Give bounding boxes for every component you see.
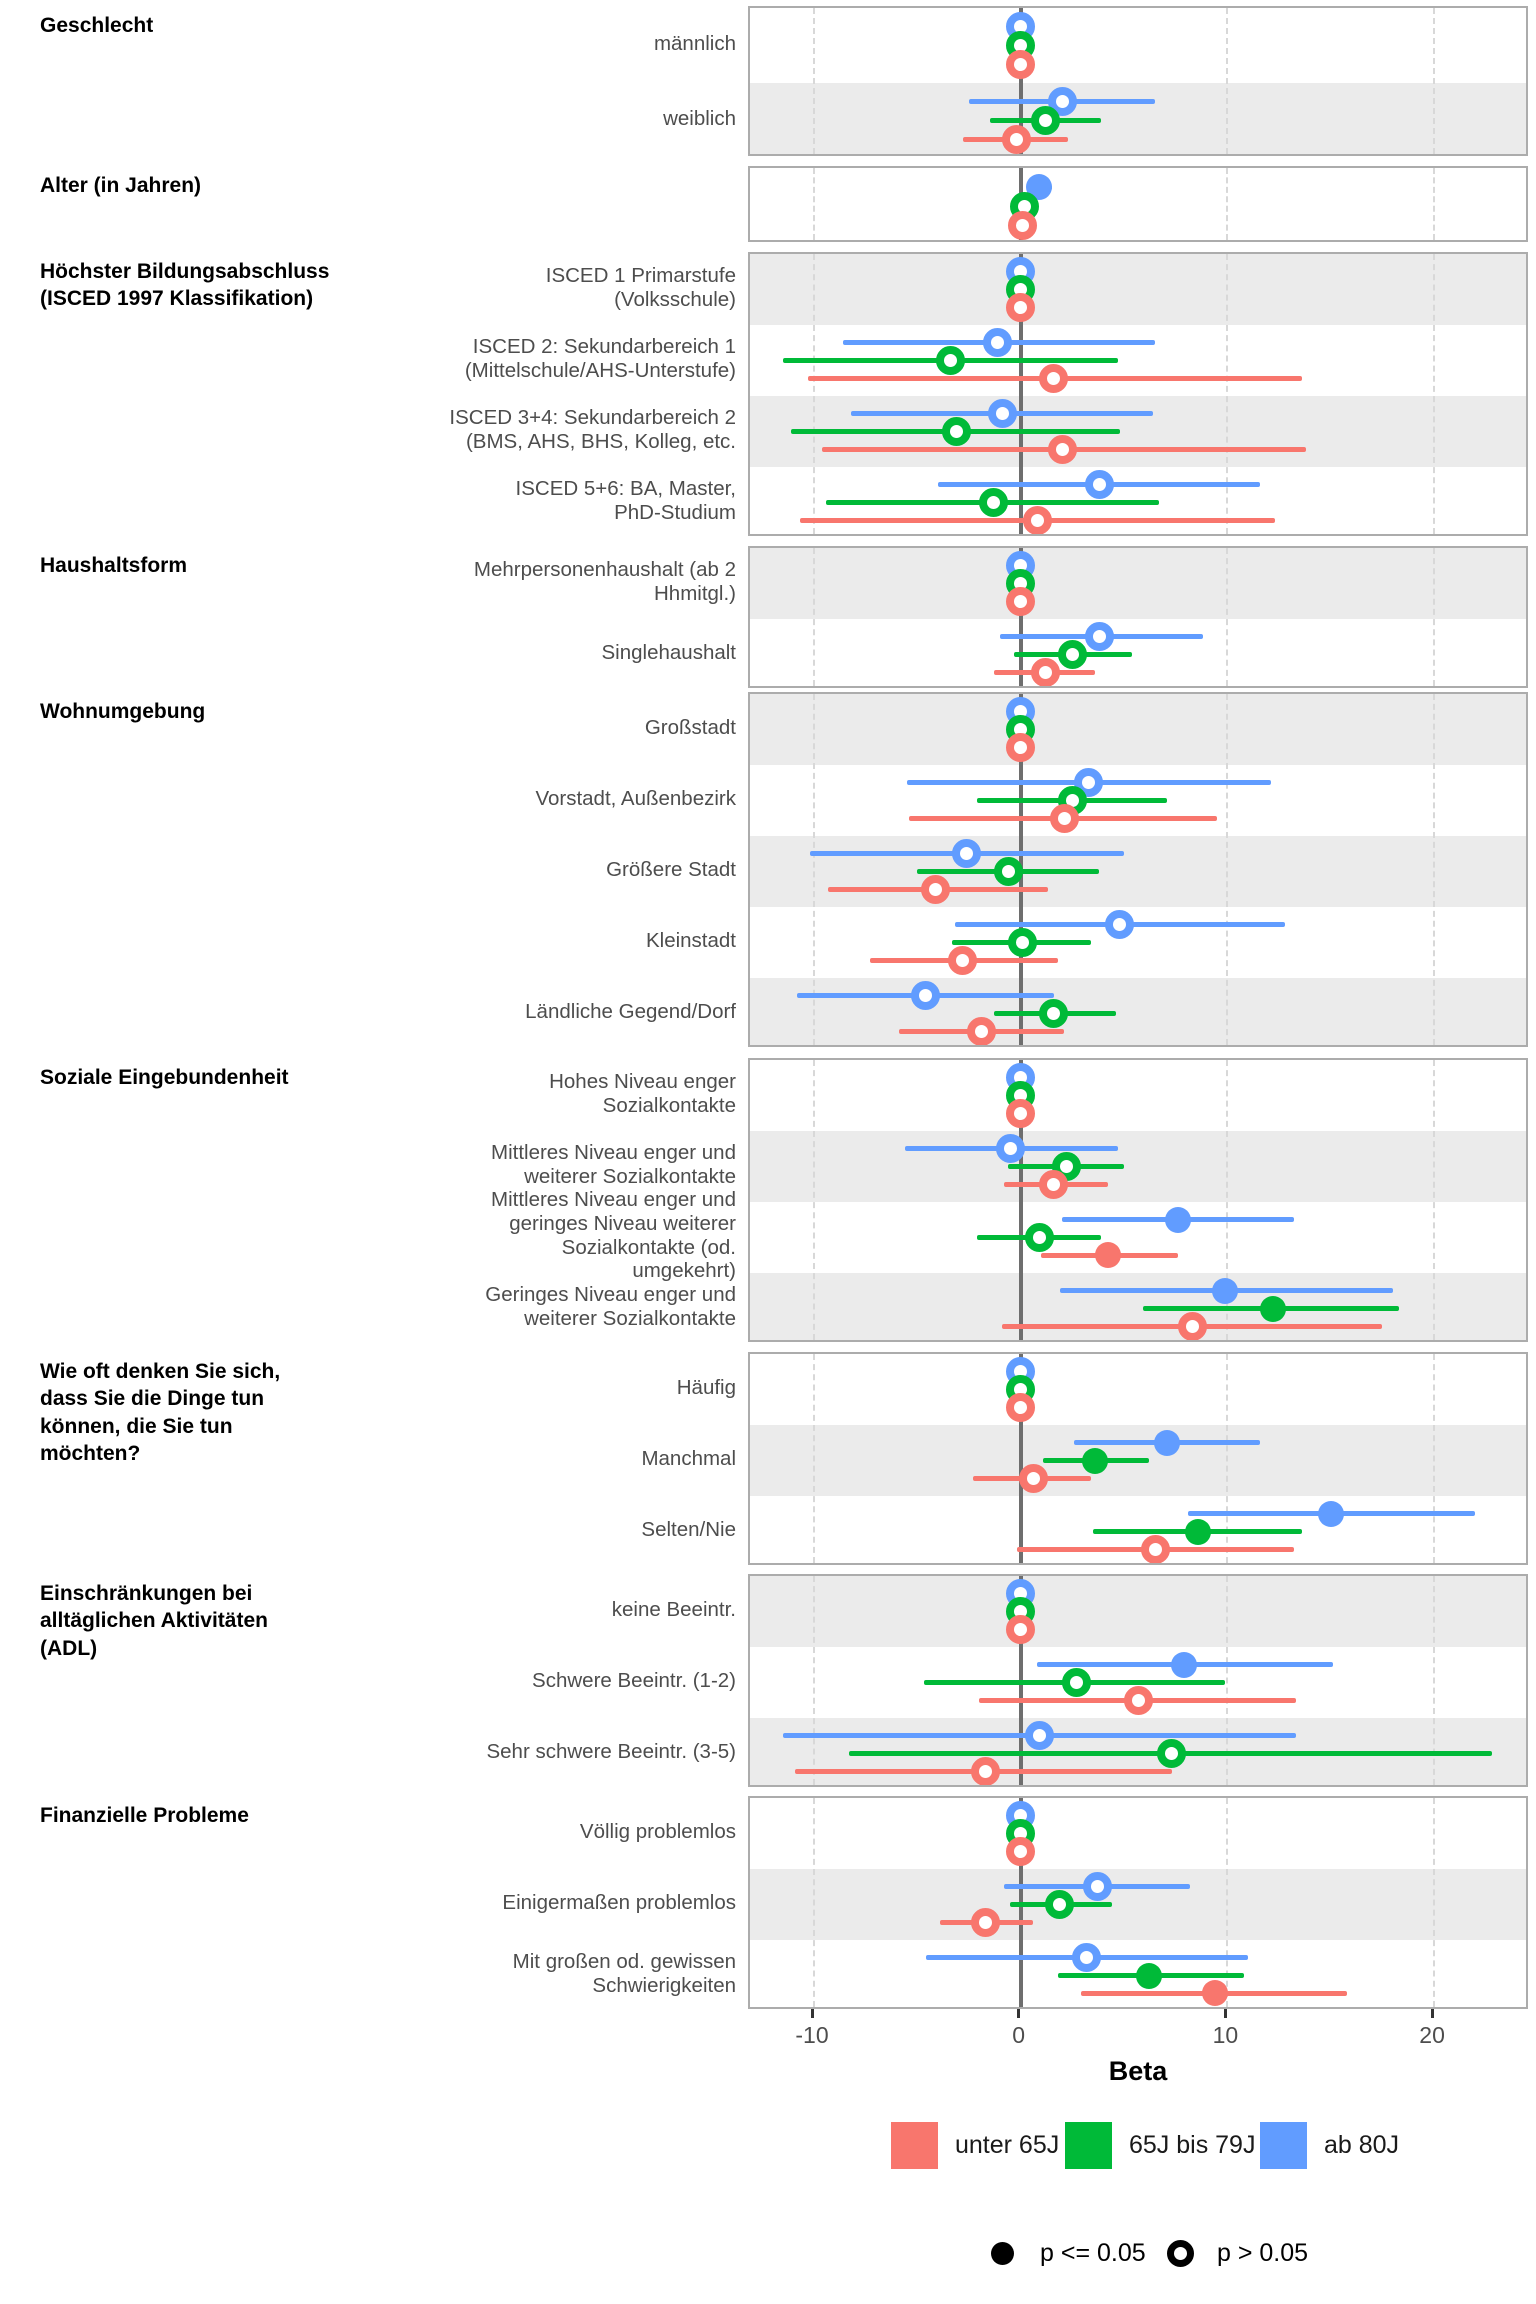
legend-label-ab-80j: ab 80J	[1324, 2131, 1400, 2159]
gridline	[1226, 8, 1228, 154]
estimate-point	[1006, 1099, 1035, 1128]
row-label: ISCED 3+4: Sekundarbereich 2 (BMS, AHS, BHS, Kolleg, etc.	[449, 405, 736, 453]
x-tick-label: -10	[795, 2022, 829, 2048]
gridline	[1433, 548, 1435, 686]
estimate-point	[1085, 470, 1114, 499]
gridline	[1433, 254, 1435, 534]
estimate-point	[1019, 1464, 1048, 1493]
estimate-point	[1006, 293, 1035, 322]
row-stripe	[750, 836, 1526, 907]
gridline	[813, 254, 815, 534]
group-title: Wie oft denken Sie sich, dass Sie die Dinge tun können, die Sie tun möchten?	[40, 1360, 281, 1465]
estimate-point	[1185, 1519, 1211, 1545]
row-label: Mittleres Niveau enger und weiterer Sozialkontakte	[491, 1140, 736, 1188]
estimate-point	[971, 1908, 1000, 1937]
gridline	[1433, 1060, 1435, 1340]
gridline	[1433, 1798, 1435, 2007]
estimate-point	[1058, 640, 1087, 669]
row-label: Häufig	[676, 1375, 736, 1399]
facet-panel	[748, 6, 1528, 156]
estimate-point	[1039, 364, 1068, 393]
x-tick	[1224, 2009, 1227, 2018]
row-stripe	[750, 978, 1526, 1047]
row-stripe	[750, 1131, 1526, 1202]
row-label: Sehr schwere Beeintr. (3-5)	[486, 1739, 736, 1763]
estimate-point	[1095, 1242, 1121, 1268]
row-stripe	[750, 83, 1526, 156]
open-dot-icon	[1167, 2240, 1194, 2267]
estimate-point	[1082, 1448, 1108, 1474]
x-tick-label: 20	[1419, 2022, 1445, 2048]
row-label: ISCED 1 Primarstufe (Volksschule)	[545, 263, 736, 311]
x-tick	[1017, 2009, 1020, 2018]
row-label: weiblich	[663, 106, 736, 130]
row-label: Mehrpersonenhaushalt (ab 2 Hhmitgl.)	[473, 557, 736, 605]
group-title: Wohnumgebung	[40, 700, 206, 723]
estimate-point	[1318, 1501, 1344, 1527]
estimate-point	[1006, 587, 1035, 616]
row-stripe	[750, 548, 1526, 619]
sig-open-label: p > 0.05	[1217, 2239, 1309, 2267]
estimate-point	[1025, 1223, 1054, 1252]
gridline	[813, 8, 815, 154]
row-label: Selten/Nie	[641, 1517, 736, 1541]
gridline	[1226, 168, 1228, 240]
facet-panel	[748, 252, 1528, 536]
gridline	[1226, 548, 1228, 686]
legend-swatch-unter-65j	[891, 2122, 938, 2169]
estimate-point	[994, 857, 1023, 886]
row-label: Manchmal	[641, 1446, 736, 1470]
estimate-point	[983, 328, 1012, 357]
estimate-point	[1136, 1963, 1162, 1989]
facet-panel	[748, 1352, 1528, 1565]
sig-filled-label: p <= 0.05	[1040, 2239, 1146, 2267]
row-label: Singlehaushalt	[601, 640, 736, 664]
row-stripe	[750, 1576, 1526, 1647]
estimate-point	[1002, 125, 1031, 154]
estimate-point	[1178, 1312, 1207, 1341]
estimate-point	[967, 1017, 996, 1046]
estimate-point	[1157, 1739, 1186, 1768]
gridline	[813, 1060, 815, 1340]
row-stripe	[750, 1869, 1526, 1940]
row-label: Größere Stadt	[606, 857, 736, 881]
row-label: Hohes Niveau enger Sozialkontakte	[549, 1069, 736, 1117]
row-stripe	[750, 694, 1526, 765]
estimate-point	[979, 488, 1008, 517]
group-title: Einschränkungen bei alltäglichen Aktivitäten (ADL)	[40, 1582, 268, 1660]
estimate-point	[1050, 804, 1079, 833]
gridline	[813, 1576, 815, 1785]
estimate-point	[1006, 1393, 1035, 1422]
row-label: Mit großen od. gewissen Schwierigkeiten	[512, 1949, 736, 1997]
x-tick	[1431, 2009, 1434, 2018]
row-label: ISCED 5+6: BA, Master, PhD-Studium	[515, 476, 736, 524]
x-tick-label: 0	[1012, 2022, 1026, 2048]
row-label: Mittleres Niveau enger und geringes Niveau weiterer Sozialkontakte (od. umgekehrt)	[491, 1187, 736, 1283]
row-label: Geringes Niveau enger und weiterer Sozialkontakte	[485, 1282, 736, 1330]
group-title: Höchster Bildungsabschluss (ISCED 1997 Klassifikation)	[40, 260, 330, 311]
estimate-point	[1085, 622, 1114, 651]
row-label: Ländliche Gegend/Dorf	[525, 999, 736, 1023]
facet-panel	[748, 1058, 1528, 1342]
estimate-point	[1212, 1278, 1238, 1304]
estimate-point	[1008, 211, 1037, 240]
group-title: Geschlecht	[40, 14, 154, 37]
estimate-point	[1260, 1296, 1286, 1322]
estimate-point	[1023, 506, 1052, 535]
estimate-point	[1031, 658, 1060, 687]
estimate-point	[936, 346, 965, 375]
group-title: Soziale Eingebundenheit	[40, 1066, 289, 1089]
estimate-point	[1141, 1535, 1170, 1564]
estimate-point	[1025, 1721, 1054, 1750]
facet-panel	[748, 1574, 1528, 1787]
gridline	[1433, 694, 1435, 1045]
filled-dot-icon	[991, 2242, 1014, 2265]
legend-label-unter-65j: unter 65J	[955, 2131, 1060, 2159]
x-tick	[811, 2009, 814, 2018]
gridline	[813, 1354, 815, 1563]
estimate-point	[996, 1134, 1025, 1163]
estimate-point	[1072, 1943, 1101, 1972]
gridline	[813, 168, 815, 240]
row-label: Kleinstadt	[645, 928, 736, 952]
row-label: Schwere Beeintr. (1-2)	[532, 1668, 736, 1692]
row-label: männlich	[653, 31, 736, 55]
gridline	[1433, 168, 1435, 240]
row-label: Völlig problemlos	[579, 1819, 736, 1843]
row-stripe	[750, 1273, 1526, 1342]
group-title: Haushaltsform	[40, 554, 188, 577]
estimate-point	[1171, 1652, 1197, 1678]
estimate-point	[1124, 1686, 1153, 1715]
row-label: Einigermaßen problemlos	[502, 1890, 736, 1914]
row-label: Großstadt	[644, 715, 736, 739]
estimate-point	[1006, 1837, 1035, 1866]
estimate-point	[1006, 1615, 1035, 1644]
row-stripe	[750, 254, 1526, 325]
row-label: ISCED 2: Sekundarbereich 1 (Mittelschule/AHS-Unterstufe)	[464, 334, 736, 382]
legend-swatch-ab-80j	[1260, 2122, 1307, 2169]
estimate-point	[1062, 1668, 1091, 1697]
facet-panel	[748, 546, 1528, 688]
x-tick-label: 10	[1212, 2022, 1239, 2048]
estimate-point	[1165, 1207, 1191, 1233]
gridline	[813, 1798, 815, 2007]
estimate-point	[1083, 1872, 1112, 1901]
estimate-point	[1006, 733, 1035, 762]
estimate-point	[948, 946, 977, 975]
facet-panel	[748, 692, 1528, 1047]
gridline	[1226, 694, 1228, 1045]
gridline	[1433, 1354, 1435, 1563]
estimate-point	[1202, 1980, 1228, 2006]
row-label: Vorstadt, Außenbezirk	[535, 786, 736, 810]
estimate-point	[1031, 106, 1060, 135]
estimate-point	[942, 417, 971, 446]
estimate-point	[1048, 435, 1077, 464]
legend-swatch-65j-bis-79j	[1065, 2122, 1112, 2169]
group-title: Finanzielle Probleme	[40, 1804, 249, 1827]
gridline	[1226, 254, 1228, 534]
estimate-point	[1039, 1170, 1068, 1199]
estimate-point	[1008, 928, 1037, 957]
estimate-point	[1006, 50, 1035, 79]
estimate-point	[988, 399, 1017, 428]
x-axis-title: Beta	[1108, 2056, 1168, 2086]
estimate-point	[1105, 910, 1134, 939]
estimate-point	[921, 875, 950, 904]
gridline	[813, 548, 815, 686]
facet-panel	[748, 166, 1528, 242]
row-label: keine Beeintr.	[611, 1597, 736, 1621]
facet-panel	[748, 1796, 1528, 2009]
legend-label-65j-bis-79j: 65J bis 79J	[1129, 2131, 1256, 2159]
group-title: Alter (in Jahren)	[40, 174, 202, 197]
gridline	[1433, 8, 1435, 154]
estimate-point	[971, 1757, 1000, 1786]
